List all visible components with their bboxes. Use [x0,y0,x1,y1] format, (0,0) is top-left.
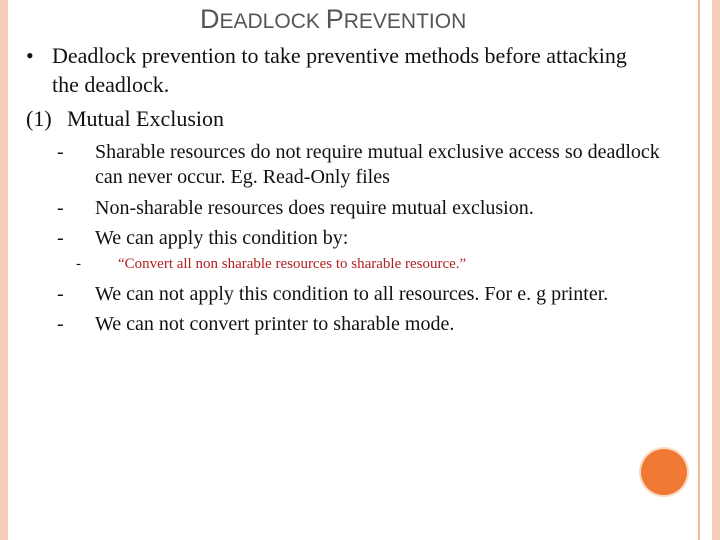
intro-line-1: Deadlock prevention to take preventive methods before attacking [52,43,627,68]
item-dash: - [57,313,64,335]
item-text-1a: Sharable resources do not require mutual exclusive access so deadlock [95,141,660,163]
item-text-1b: can never occur. Eg. Read-Only files [95,166,390,188]
quote-dash: - [76,256,81,272]
item-text-2: Non-sharable resources does require mutual exclusion. [95,197,534,219]
slide-right-border-line [698,0,700,540]
item-dash: - [57,141,64,163]
section-number: (1) [26,106,52,131]
decorative-circle-icon [641,449,687,495]
item-text-3: We can apply this condition by: [95,227,349,249]
title-initial-d: D [200,4,220,34]
quote-text: “Convert all non sharable resources to sharable resource.” [118,256,467,272]
bullet-icon: • [26,43,34,68]
slide-right-border-band [712,0,720,540]
title-word-deadlock: EADLOCK [219,10,326,33]
title-word-prevention: REVENTION [343,10,467,33]
item-dash: - [57,227,64,249]
slide-title [200,4,466,35]
intro-line-2: the deadlock. [52,72,170,97]
item-text-5: We can not convert printer to sharable mode. [95,313,455,335]
item-dash: - [57,197,64,219]
item-dash: - [57,283,64,305]
title-initial-p: P [325,4,344,34]
section-heading: Mutual Exclusion [67,106,225,131]
item-text-4: We can not apply this condition to all resources. For e. g printer. [95,283,609,305]
slide-left-border [0,0,8,540]
